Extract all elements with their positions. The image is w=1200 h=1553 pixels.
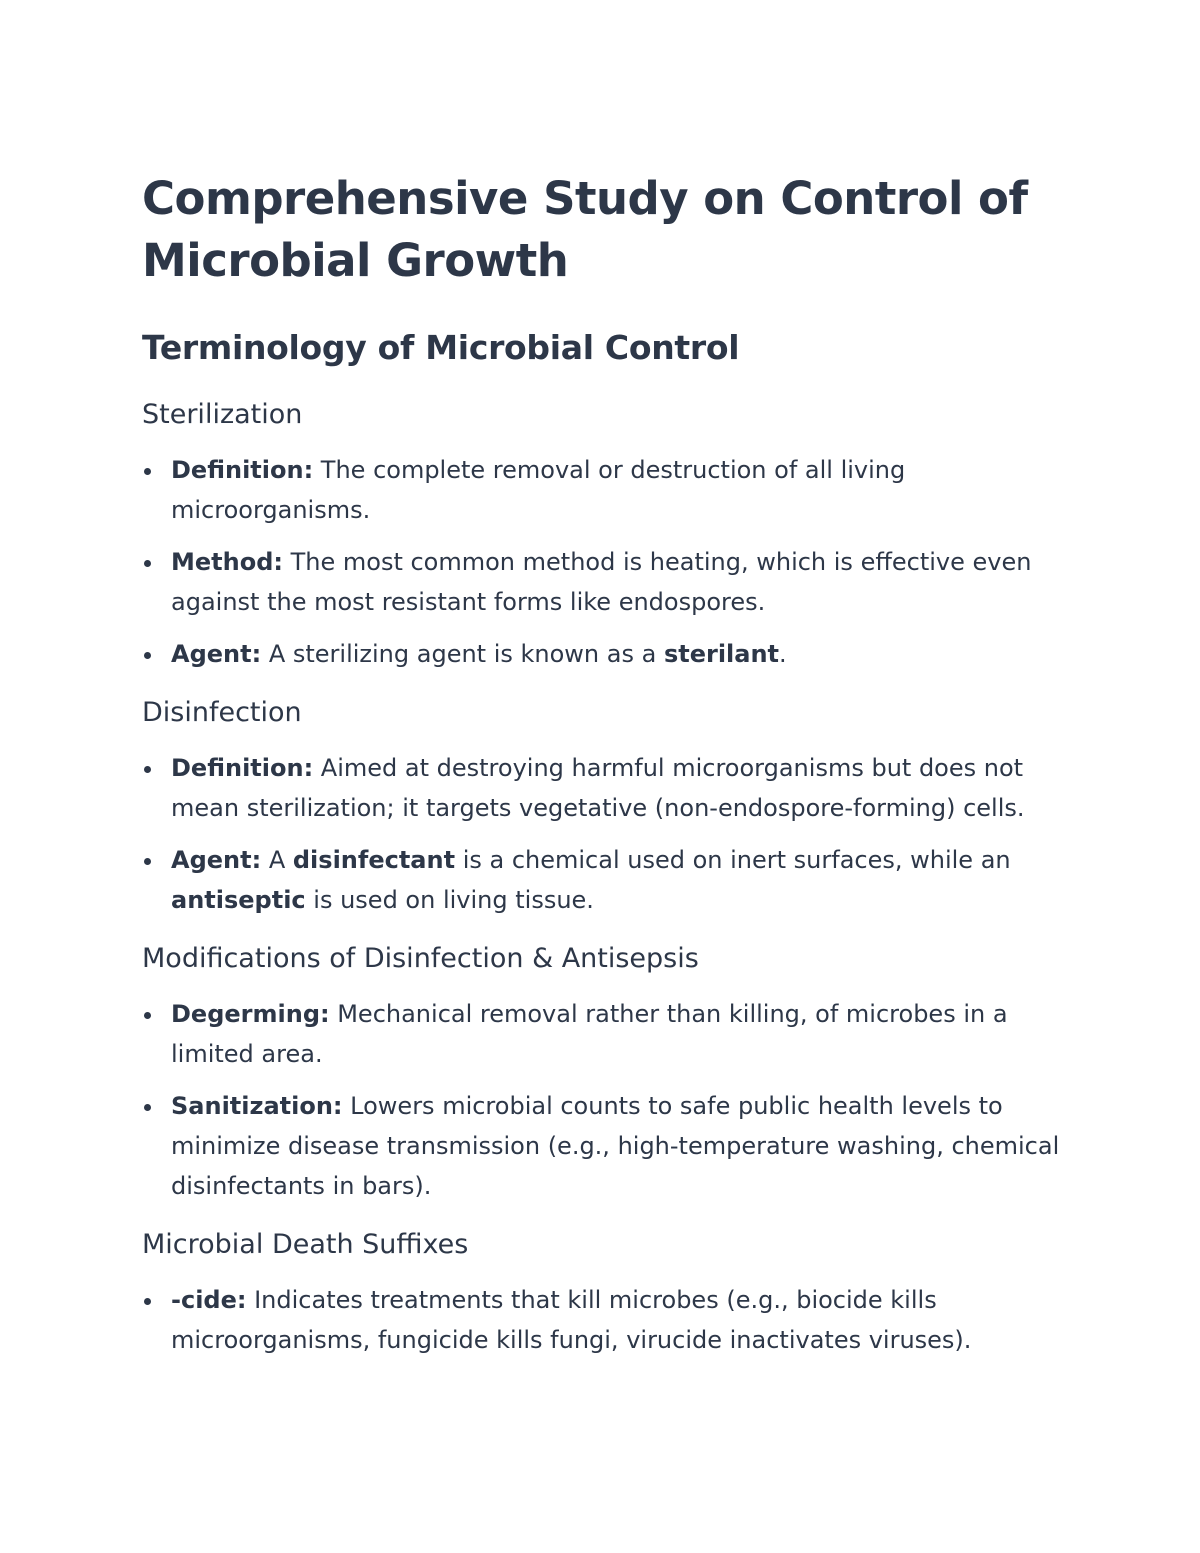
item-text: The complete removal or destruction of all living microorganisms.	[171, 456, 906, 524]
item-text: is a chemical used on inert surfaces, while an	[455, 846, 1011, 874]
subsection-title: Disinfection	[142, 697, 302, 728]
list-item	[142, 450, 1062, 530]
bullet-list	[142, 1280, 1062, 1360]
section-sterilization	[142, 398, 1062, 674]
document-page	[142, 168, 1062, 1360]
item-text: A sterilizing agent is known as a	[261, 640, 664, 668]
item-label: Sanitization:	[171, 1092, 343, 1120]
subsection-title: Microbial Death Suffixes	[142, 1229, 469, 1260]
bullet-list	[142, 994, 1062, 1206]
bullet-icon	[144, 766, 151, 773]
item-label: Definition:	[171, 754, 314, 782]
item-term: antiseptic	[171, 886, 306, 914]
bullet-icon	[144, 1298, 151, 1305]
bullet-icon	[144, 1012, 151, 1019]
item-text: Indicates treatments that kill microbes (e.g., biocide kills microorganisms, fungicide kills fungi, virucide inactivates viruses).	[171, 1286, 972, 1354]
list-item	[142, 840, 1062, 920]
bullet-icon	[144, 560, 151, 567]
list-item	[142, 994, 1062, 1074]
item-label: Degerming:	[171, 1000, 330, 1028]
bullet-list	[142, 748, 1062, 920]
section-modifications	[142, 942, 1062, 1206]
item-text: The most common method is heating, which is effective even against the most resistant forms like endospores.	[171, 548, 1032, 616]
item-text: Mechanical removal rather than killing, of microbes in a limited area.	[171, 1000, 1008, 1068]
item-label: Agent:	[171, 640, 262, 668]
item-text: Aimed at destroying harmful microorganisms but does not mean sterilization; it targets vegetative (non-endospore-forming) cells.	[171, 754, 1025, 822]
bullet-icon	[144, 1104, 151, 1111]
subsection-title: Modifications of Disinfection & Antisepsis	[142, 943, 699, 974]
bullet-icon	[144, 652, 151, 659]
item-text: is used on living tissue.	[305, 886, 594, 914]
bullet-icon	[144, 858, 151, 865]
item-label: Method:	[171, 548, 283, 576]
section-disinfection	[142, 696, 1062, 920]
document-title: Comprehensive Study on Control of Microbial Growth	[142, 172, 1028, 287]
section-heading: Terminology of Microbial Control	[142, 328, 740, 367]
bullet-list	[142, 450, 1062, 674]
item-term: disinfectant	[292, 846, 456, 874]
item-text: Lowers microbial counts to safe public health levels to minimize disease transmission (e.g., high-temperature washing, chemical disinfectants in bars).	[171, 1092, 1060, 1200]
item-label: -cide:	[171, 1286, 247, 1314]
item-text: .	[779, 640, 787, 668]
list-item	[142, 1280, 1062, 1360]
section-death-suffixes	[142, 1228, 1062, 1360]
list-item	[142, 542, 1062, 622]
item-label: Agent:	[171, 846, 262, 874]
item-text: A	[261, 846, 293, 874]
list-item	[142, 1086, 1062, 1206]
item-term: sterilant	[663, 640, 780, 668]
subsection-title: Sterilization	[142, 399, 303, 430]
item-label: Definition:	[171, 456, 314, 484]
list-item	[142, 748, 1062, 828]
bullet-icon	[144, 468, 151, 475]
list-item	[142, 634, 1062, 674]
